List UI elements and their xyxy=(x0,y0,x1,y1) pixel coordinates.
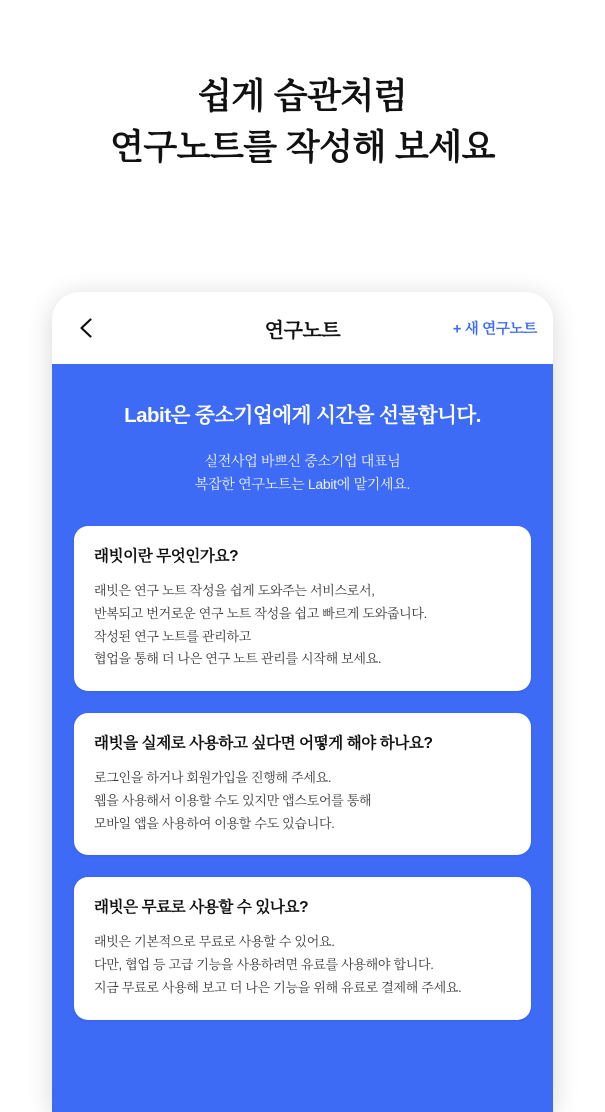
faq-answer-line: 웹을 사용해서 이용할 수도 있지만 앱스토어를 통해 xyxy=(94,792,372,808)
faq-question: 래빗은 무료로 사용할 수 있나요? xyxy=(94,899,309,917)
page-title: 연구노트 xyxy=(264,319,341,342)
faq-answer-line: 로그인을 하거나 회원가입을 진행해 주세요. xyxy=(94,770,332,786)
faq-question: 래빗이란 무엇인가요? xyxy=(94,548,239,566)
page-headline xyxy=(0,72,605,174)
faq-card[interactable] xyxy=(74,877,531,1019)
app-content-area xyxy=(52,364,553,1112)
faq-answer-line: 작성된 연구 노트를 관리하고 xyxy=(94,628,252,644)
faq-answer-line: 다만, 협업 등 고급 기능을 사용하려면 유료를 사용해야 합니다. xyxy=(94,957,434,973)
faq-card[interactable] xyxy=(74,526,531,691)
hero-subtitle xyxy=(74,450,531,496)
faq-answer-line: 래빗은 기본적으로 무료로 사용할 수 있어요. xyxy=(94,934,335,950)
faq-answer xyxy=(94,931,511,999)
app-top-bar xyxy=(52,292,553,364)
hero-subtitle-line-1: 실전사업 바쁘신 중소기업 대표님 xyxy=(204,453,401,469)
faq-answer-line: 모바일 앱을 사용하여 이용할 수도 있습니다. xyxy=(94,815,335,831)
new-research-note-button[interactable]: + 새 연구노트 xyxy=(452,321,537,338)
hero-subtitle-line-2: 복잡한 연구노트는 Labit에 맡기세요. xyxy=(194,476,411,493)
faq-answer-line: 지금 무료로 사용해 보고 더 나은 기능을 위해 유료로 결제해 주세요. xyxy=(94,979,462,995)
faq-answer xyxy=(94,580,511,671)
faq-question: 래빗을 실제로 사용하고 싶다면 어떻게 해야 하나요? xyxy=(94,735,433,753)
headline-line-1: 쉽게 습관처럼 xyxy=(197,77,408,116)
phone-mockup xyxy=(52,292,553,1112)
faq-answer xyxy=(94,767,511,835)
hero-title: Labit은 중소기업에게 시간을 선물합니다. xyxy=(124,404,481,427)
faq-card[interactable] xyxy=(74,713,531,855)
faq-answer-line: 래빗은 연구 노트 작성을 쉽게 도와주는 서비스로서, xyxy=(94,583,375,599)
headline-line-2: 연구노트를 작성해 보세요 xyxy=(110,127,495,167)
faq-answer-line: 반복되고 번거로운 연구 노트 작성을 쉽고 빠르게 도와줍니다. xyxy=(94,605,427,621)
faq-answer-line: 협업을 통해 더 나은 연구 노트 관리를 시작해 보세요. xyxy=(94,651,382,667)
